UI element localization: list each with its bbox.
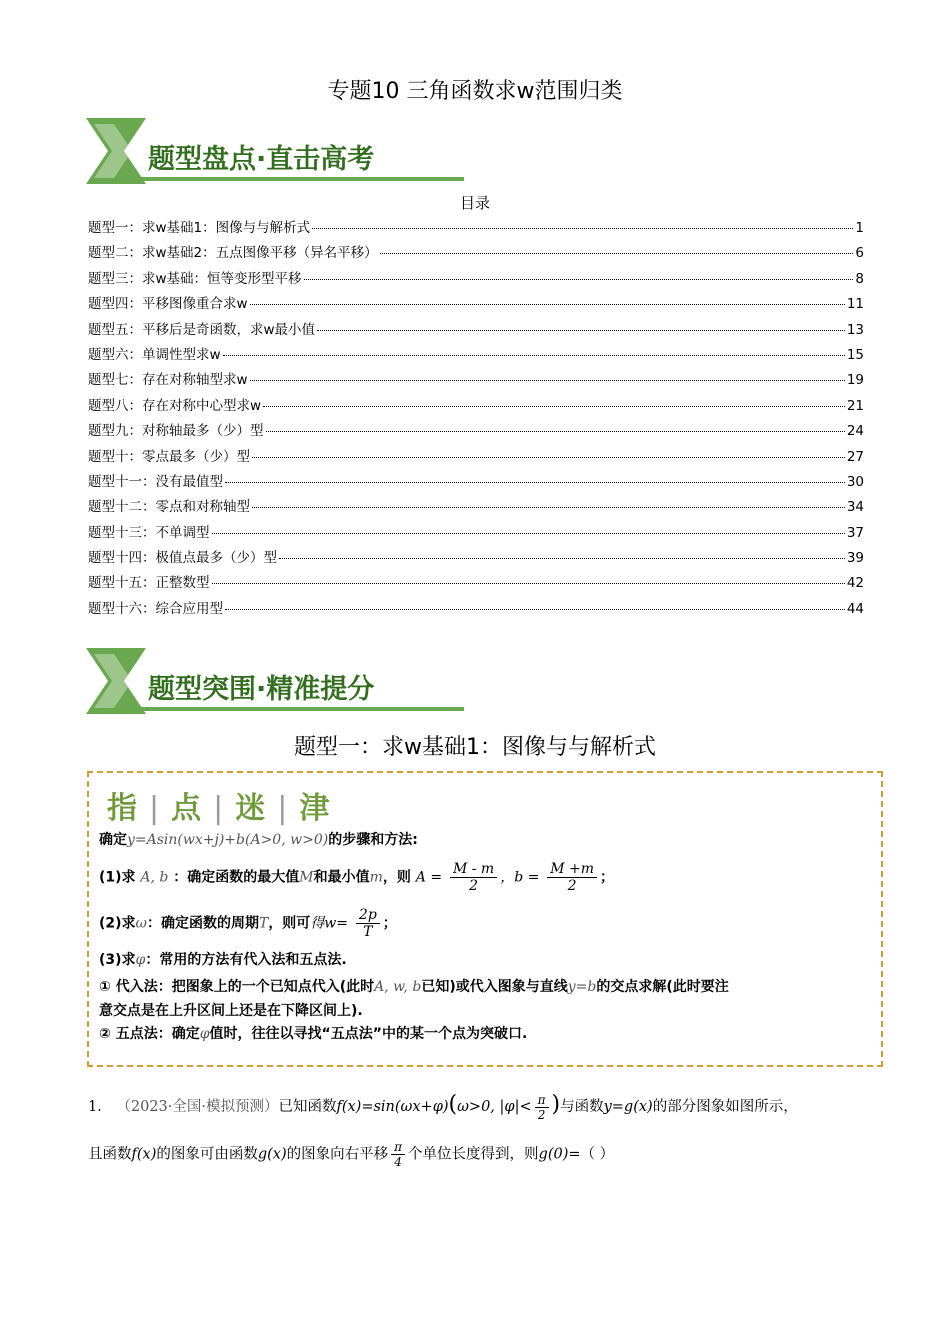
banner-text: 题型盘点·直击高考 [148,144,375,175]
toc-leader-dots [266,431,845,432]
toc-item-label: 题型十二：零点和对称轴型 [88,499,250,516]
toc-item-page: 15 [846,346,864,363]
tips-step-1: (1)求 A, b ：确定函数的最大值M和最小值m，则 A = $\frac{M - m}{2}$ ，b = $\frac{M +m}{2}$ ； [99,861,615,894]
document-title: 专题10 三角函数求w范围归类 [327,79,623,104]
toc-item-page: 19 [846,372,864,389]
toc-item-label: 题型十三：不单调型 [88,524,210,541]
toc-leader-dots [250,380,845,381]
toc-item[interactable] [88,571,864,596]
toc-item-page: 37 [846,524,864,541]
toc-item[interactable] [88,546,864,571]
banner-section-overview [86,116,466,186]
formula: y=Asin(wx+j)+b(A>0, w>0) [127,832,329,848]
toc-leader-dots [212,533,845,534]
toc-item-label: 题型二：求w基础2：五点图像平移（异名平移） [88,245,378,262]
toc-item[interactable] [88,292,864,317]
toc-item-label: 题型十：零点最多（少）型 [88,448,250,465]
toc-leader-dots [212,583,845,584]
toc-item[interactable] [88,216,864,241]
toc-item-label: 题型七：存在对称轴型求w [88,372,248,389]
toc-item-label: 题型八：存在对称中心型求w [88,397,262,414]
toc-item-page: 39 [846,550,864,567]
tips-step-2: (2)求ω：确定函数的周期T，则可得w= $\frac{2p}{T}$ ； [99,907,397,940]
toc-leader-dots [223,355,845,356]
tips-header: 指 | 点 | 迷 | 津 [107,791,334,826]
toc-leader-dots [304,279,854,280]
banner-section-practice [86,646,466,716]
toc-item[interactable] [88,267,864,292]
toc-item-label: 题型四：平移图像重合求w [88,296,248,313]
tips-intro: 确定y=Asin(wx+j)+b(A>0, w>0)的步骤和方法: [99,832,418,848]
toc-leader-dots [312,228,853,229]
toc-item-page: 13 [846,321,864,338]
toc-item-label: 题型一：求w基础1：图像与与解析式 [88,220,311,236]
toc-leader-dots [317,330,845,331]
toc-item[interactable] [88,495,864,520]
question-1-line-2: 且函数f(x)的图象可由函数g(x)的图象向右平移 $\frac{\pi}{4}$ 个单位长度得到，则g(0)=（ ） [88,1140,615,1169]
toc-item-page: 21 [846,397,864,414]
toc-item-page: 44 [846,600,864,617]
toc-item[interactable] [88,368,864,393]
toc-item-page: 27 [846,448,864,465]
toc-item[interactable] [88,343,864,368]
toc-item-page: 42 [846,575,864,592]
toc-leader-dots [252,457,845,458]
toc-item[interactable] [88,521,864,546]
toc-item-page: 30 [846,473,864,490]
toc-item[interactable] [88,470,864,495]
tips-step-3: (3)求φ：常用的方法有代入法和五点法. [99,952,347,968]
section-title: 题型一：求w基础1：图像与与解析式 [294,735,656,760]
tips-box [87,771,883,1067]
answer-blank: （ ） [580,1146,615,1163]
toc-item-page: 6 [855,245,864,262]
toc-item-label: 题型六：单调性型求w [88,346,221,363]
toc-item-label: 题型十五：正整数型 [88,575,210,592]
tips-method-2: ② 五点法：确定φ值时，往往以寻找“五点法”中的某一个点为突破口. [99,1026,528,1042]
toc-item[interactable] [88,241,864,266]
tips-method-1: ① 代入法：把图象上的一个已知点代入(此时A, w, b已知)或代入图象与直线y=b的交点求解(此时要注 意交点是在上升区间上还是在下降区间上). [99,979,729,1019]
toc-leader-dots [263,406,845,407]
toc-item[interactable] [88,318,864,343]
toc-leader-dots [380,253,854,254]
question-1-line-1: 1． （2023·全国·模拟预测）已知函数f(x)=sin(ωx+φ)(ω>0, |φ|< $\frac{\pi}{2}$ )与函数y=g(x)的部分图象如图所示， [88,1092,798,1122]
toc-leader-dots [225,609,845,610]
toc-item[interactable] [88,394,864,419]
toc-item-page: 24 [846,423,864,440]
table-of-contents [88,216,864,622]
toc-leader-dots [225,482,845,483]
toc-item[interactable] [88,597,864,622]
toc-leader-dots [250,304,845,305]
toc-item-label: 题型十四：极值点最多（少）型 [88,550,277,567]
toc-item-page: 1 [855,220,864,236]
toc-item[interactable] [88,445,864,470]
toc-item[interactable] [88,419,864,444]
toc-leader-dots [279,558,845,559]
toc-item-label: 题型五：平移后是奇函数，求w最小值 [88,321,316,338]
toc-item-page: 11 [846,296,864,313]
toc-item-page: 34 [846,499,864,516]
toc-item-label: 题型十一：没有最值型 [88,473,223,490]
toc-item-label: 题型九：对称轴最多（少）型 [88,423,264,440]
toc-item-label: 题型三：求w基础：恒等变形型平移 [88,270,302,287]
toc-leader-dots [252,507,845,508]
toc-item-page: 8 [855,270,864,287]
banner-text: 题型突围·精准提分 [148,674,375,705]
toc-item-label: 题型十六：综合应用型 [88,600,223,617]
toc-heading: 目录 [459,194,490,212]
